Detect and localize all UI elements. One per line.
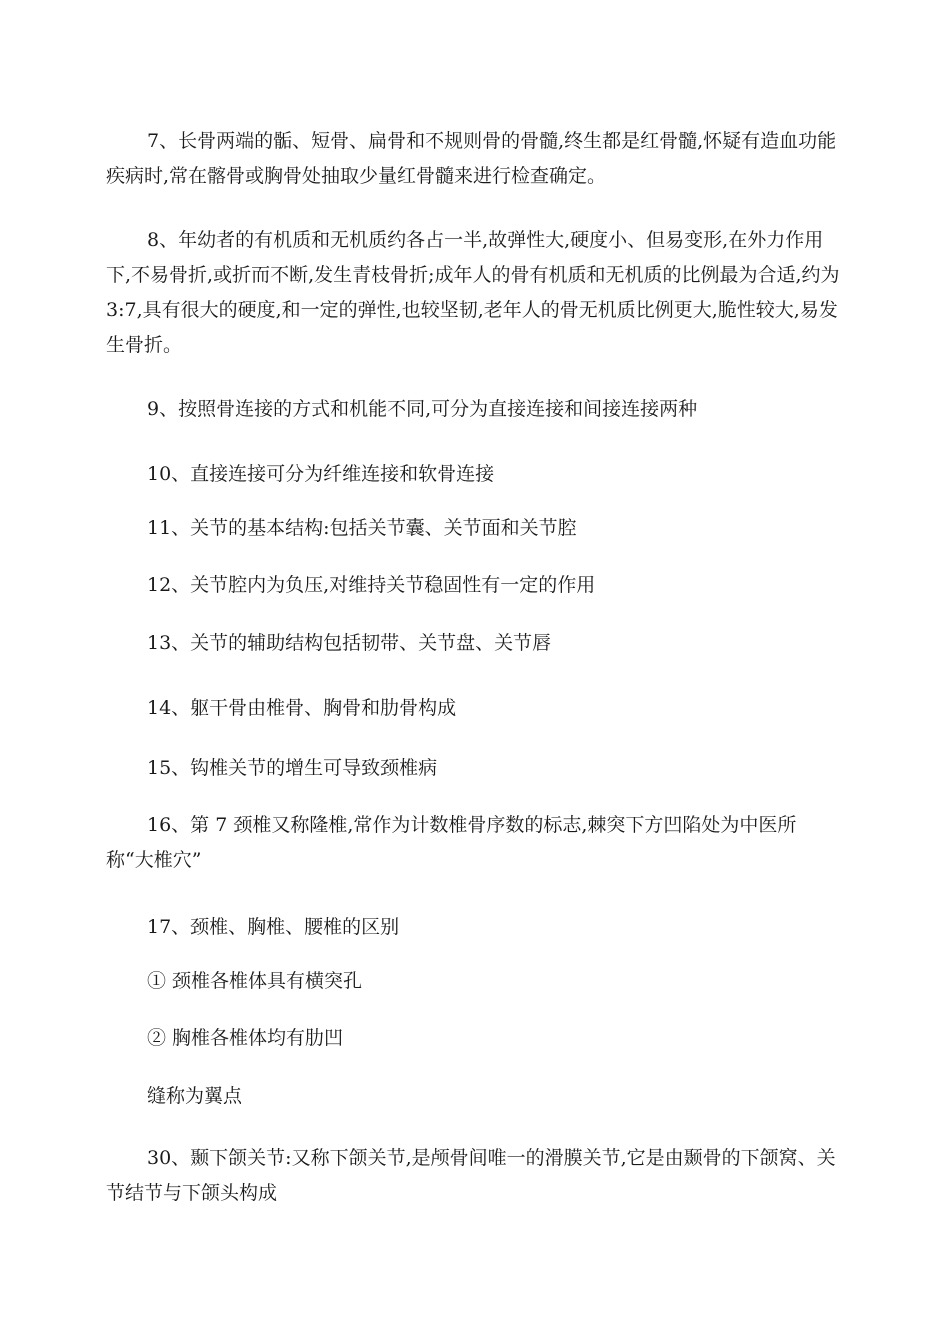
paragraph-fragment: 缝称为翼点 <box>147 1085 243 1107</box>
paragraph-13: 13、关节的辅助结构包括韧带、关节盘、关节唇 <box>147 632 552 654</box>
paragraph-7: 7、长骨两端的骺、短骨、扁骨和不规则骨的骨髓,终生都是红骨髓,怀疑有造血功能疾病时,常在髂骨或胸骨处抽取少量红骨髓来进行检查确定。 <box>106 130 837 187</box>
list-item-cervical: ① 颈椎各椎体具有横突孔 <box>147 970 363 992</box>
paragraph-15: 15、钩椎关节的增生可导致颈椎病 <box>147 757 438 779</box>
paragraph-11: 11、关节的基本结构:包括关节囊、关节面和关节腔 <box>147 517 577 539</box>
paragraph-14: 14、躯干骨由椎骨、胸骨和肋骨构成 <box>147 697 457 719</box>
paragraph-8: 8、年幼者的有机质和无机质约各占一半,故弹性大,硬度小、但易变形,在外力作用下,不易骨折,或折而不断,发生青枝骨折;成年人的骨有机质和无机质的比例最为合适,约为 3:7,具有很大的硬度,和一定的弹性,也较坚韧,老年人的骨无机质比例更大,脆性较大,易发生骨折。 <box>106 229 840 356</box>
paragraph-10: 10、直接连接可分为纤维连接和软骨连接 <box>147 463 495 485</box>
paragraph-17: 17、颈椎、胸椎、腰椎的区别 <box>147 916 400 938</box>
list-item-thoracic: ② 胸椎各椎体均有肋凹 <box>147 1027 344 1049</box>
paragraph-9: 9、按照骨连接的方式和机能不同,可分为直接连接和间接连接两种 <box>147 398 698 420</box>
paragraph-16: 16、第 7 颈椎又称隆椎,常作为计数椎骨序数的标志,棘突下方凹陷处为中医所称“大椎穴” <box>106 814 797 871</box>
paragraph-12: 12、关节腔内为负压,对维持关节稳固性有一定的作用 <box>147 574 596 596</box>
paragraph-30: 30、颞下颌关节:又称下颌关节,是颅骨间唯一的滑膜关节,它是由颞骨的下颌窝、关节结节与下颌头构成 <box>106 1147 836 1204</box>
